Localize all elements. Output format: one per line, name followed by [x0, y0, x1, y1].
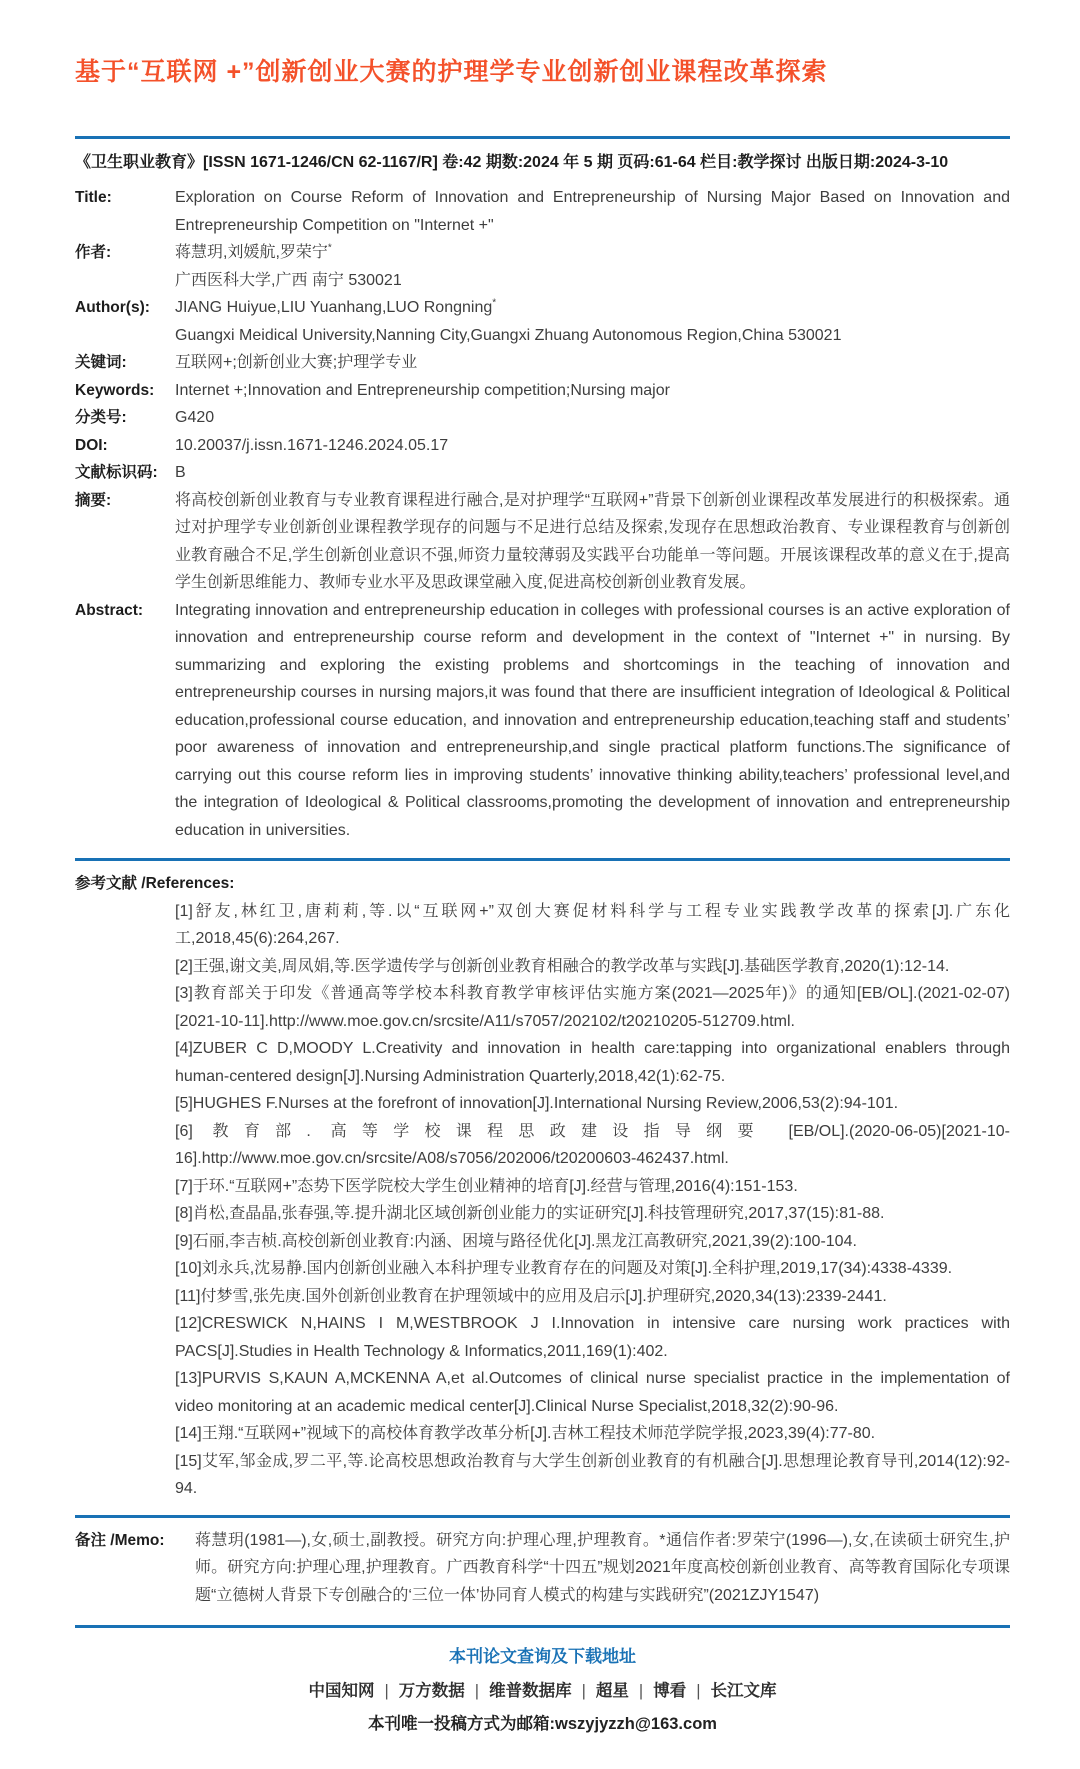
- reference-item: [12]CRESWICK N,HAINS I M,WESTBROOK J I.Innovation in intensive care nursing work practices with PACS[J].Studies in Health Technology & Informatics,2011,169(1):402.: [175, 1315, 1010, 1360]
- reference-item: [2]王强,谢文美,周凤娟,等.医学遗传学与创新创业教育相融合的教学改革与实践[J].基础医学教育,2020(1):12-14.: [175, 957, 950, 975]
- database-name: 超星: [595, 1682, 629, 1700]
- field-label: 分类号:: [75, 409, 127, 426]
- journal-footer: [75, 1644, 1010, 1737]
- field-value: 互联网+;创新创业大赛;护理学专业: [175, 354, 418, 371]
- reference-item: [8]肖松,查晶晶,张春强,等.提升湖北区域创新创业能力的实证研究[J].科技管理研究,2017,37(15):81-88.: [175, 1205, 885, 1222]
- journal-info-line: 《卫生职业教育》[ISSN 1671-1246/CN 62-1167/R] 卷:42 期数:2024 年 5 期 页码:61-64 栏目:教学探讨 出版日期:2024-3-10: [75, 154, 949, 171]
- article-metadata-page: [0, 54, 1080, 1737]
- field-label: 摘要:: [75, 491, 112, 509]
- reference-item: [14]王翔.“互联网+”视域下的高校体育教学改革分析[J].吉林工程技术师范学院学报,2023,39(4):77-80.: [175, 1425, 876, 1442]
- corresponding-author-marker: *: [492, 297, 497, 309]
- field-value: Internet +;Innovation and Entrepreneurship competition;Nursing major: [175, 381, 670, 399]
- database-name: 万方数据: [398, 1682, 465, 1700]
- reference-item: [1]舒友,林红卫,唐莉莉,等.以“互联网+”双创大赛促材料科学与工程专业实践教学改革的探索[J].广东化工,2018,45(6):264,267.: [175, 902, 1010, 947]
- reference-item: [9]石丽,李吉桢.高校创新创业教育:内涵、困境与路径优化[J].黑龙江高教研究,2021,39(2):100-104.: [175, 1232, 857, 1250]
- submission-email-line: 本刊唯一投稿方式为邮箱:wszyjyzzh@163.com: [368, 1715, 717, 1733]
- reference-item: [6] 教育部. 高等学校课程思政建设指导纲要 [EB/OL].(2020-06-05)[2021-10-16].http://www.moe.gov.cn/srcsite/A08/s7056/202006/t20200603-462437.html.: [175, 1122, 1010, 1167]
- divider-line: [75, 1515, 1010, 1518]
- divider-line: [75, 136, 1010, 139]
- field-label: Author(s):: [75, 299, 150, 316]
- field-value: 10.20037/j.issn.1671-1246.2024.05.17: [175, 436, 449, 454]
- field-keywords-en: [75, 377, 1010, 405]
- metadata-block: [75, 184, 1010, 844]
- field-label: 文献标识码:: [75, 464, 158, 481]
- database-name: 长江文库: [710, 1682, 777, 1700]
- database-separator: |: [696, 1682, 701, 1700]
- field-label: Keywords:: [75, 381, 155, 399]
- database-separator: |: [474, 1682, 480, 1700]
- affiliation-cn: 广西医科大学,广西 南宁 530021: [175, 271, 402, 289]
- database-list: [75, 1678, 1010, 1704]
- reference-item: [10]刘永兵,沈易静.国内创新创业融入本科护理专业教育存在的问题及对策[J].全科护理,2019,17(34):4338-4339.: [175, 1260, 953, 1277]
- references-list: [175, 898, 1010, 1503]
- field-keywords-cn: [75, 349, 1010, 377]
- field-classification: [75, 404, 1010, 432]
- field-label: Title:: [75, 189, 112, 206]
- field-value: Integrating innovation and entrepreneurship education in colleges with professional courses is an active exploration of innovation and entrepreneurship course reform and development in the context of "Internet +" in nursing. By summarizing and exploring the existing problems and shortcomings in the teaching of innovation and entrepreneurship courses in nursing majors,it was found that there are insufficient integration of Ideological & Political education,professional course education, and innovation and entrepreneurship education,teaching staff and students’ poor awareness of innovation and entrepreneurship,and single practical platform functions.The significance of carrying out this course reform lies in improving students’ innovative thinking ability,teachers’ professional level,and the integration of Ideological & Political classrooms,promoting the development of innovation and entrepreneurship education in universities.: [175, 601, 1010, 839]
- reference-item: [3]教育部关于印发《普通高等学校本科教育教学审核评估实施方案(2021—2025年)》的通知[EB/OL].(2021-02-07)[2021-10-11].http://www.moe.gov.cn/srcsite/A11/s7057/202102/t20210205-512709.html.: [175, 985, 1010, 1030]
- memo-text: 蒋慧玥(1981—),女,硕士,副教授。研究方向:护理心理,护理教育。*通信作者:罗荣宁(1996—),女,在读硕士研究生,护师。研究方向:护理心理,护理教育。广西教育科学“十四五”规划2021年度高校创新创业教育、高等教育国际化专项课题“立德树人背景下专创融合的‘三位一体’协同育人模式的构建与实践研究”(2021ZJY1547): [195, 1531, 1010, 1604]
- database-separator: |: [581, 1682, 586, 1700]
- field-value: JIANG Huiyue,LIU Yuanhang,LUO Rongning*: [175, 297, 497, 316]
- field-document-code: [75, 459, 1010, 487]
- field-value: 蒋慧玥,刘媛航,罗荣宁*: [175, 242, 332, 261]
- field-authors-cn: [75, 239, 1010, 294]
- reference-item: [5]HUGHES F.Nurses at the forefront of innovation[J].International Nursing Review,2006,53(2):94-101.: [175, 1095, 899, 1112]
- field-abstract-cn: [75, 487, 1010, 597]
- divider-line: [75, 1625, 1010, 1628]
- reference-item: [11]付梦雪,张先庚.国外创新创业教育在护理领域中的应用及启示[J].护理研究,2020,34(13):2339-2441.: [175, 1287, 887, 1305]
- affiliation-en: Guangxi Meidical University,Nanning City,Guangxi Zhuang Autonomous Region,China 530021: [175, 326, 842, 344]
- field-label: 关键词:: [75, 354, 127, 371]
- footer-heading: 本刊论文查询及下载地址: [449, 1647, 636, 1666]
- reference-item: [7]于环.“互联网+”态势下医学院校大学生创业精神的培育[J].经营与管理,2016(4):151-153.: [175, 1177, 798, 1195]
- field-doi: [75, 432, 1010, 460]
- reference-item: [4]ZUBER C D,MOODY L.Creativity and innovation in health care:tapping into organizational enablers through human-centered design[J].Nursing Administration Quarterly,2018,42(1):62-75.: [175, 1040, 1010, 1085]
- database-name: 博看: [653, 1682, 687, 1700]
- field-value: Exploration on Course Reform of Innovation and Entrepreneurship of Nursing Major Based on Innovation and Entrepreneurship Competition on "Internet +": [175, 189, 1010, 234]
- article-title-cn: 基于“互联网 +”创新创业大赛的护理学专业创新创业课程改革探索: [75, 58, 828, 86]
- reference-item: [15]艾军,邹金成,罗二平,等.论高校思想政治教育与大学生创新创业教育的有机融合[J].思想理论教育导刊,2014(12):92-94.: [175, 1452, 1010, 1497]
- field-title-en: [75, 184, 1010, 239]
- field-label: 作者:: [75, 244, 112, 261]
- field-value: 将高校创新创业教育与专业教育课程进行融合,是对护理学“互联网+”背景下创新创业课程改革发展进行的积极探索。通过对护理学专业创新创业课程教学现存的问题与不足进行总结及探索,发现存在思想政治教育、专业课程教育与创新创业教育融合不足,学生创新创业意识不强,师资力量较薄弱及实践平台功能单一等问题。开展该课程改革的意义在于,提高学生创新思维能力、教师专业水平及思政课堂融入度,促进高校创新创业教育发展。: [175, 491, 1010, 591]
- field-authors-en: [75, 294, 1010, 349]
- memo-section: [75, 1527, 1010, 1610]
- reference-item: [13]PURVIS S,KAUN A,MCKENNA A,et al.Outcomes of clinical nurse specialist practice in the implementation of video monitoring at an academic medical center[J].Clinical Nurse Specialist,2018,32(2):90-96.: [175, 1370, 1010, 1415]
- divider-line: [75, 858, 1010, 861]
- database-separator: |: [384, 1682, 389, 1700]
- field-abstract-en: [75, 597, 1010, 845]
- corresponding-author-marker: *: [327, 242, 332, 254]
- database-name: 中国知网: [308, 1682, 375, 1700]
- references-heading: 参考文献 /References:: [75, 875, 235, 892]
- field-label: DOI:: [75, 436, 108, 454]
- field-value: B: [175, 464, 186, 481]
- field-value: G420: [175, 409, 215, 426]
- database-name: 维普数据库: [489, 1682, 572, 1700]
- field-label: Abstract:: [75, 601, 144, 619]
- database-separator: |: [638, 1682, 644, 1700]
- memo-label: 备注 /Memo:: [75, 1531, 165, 1549]
